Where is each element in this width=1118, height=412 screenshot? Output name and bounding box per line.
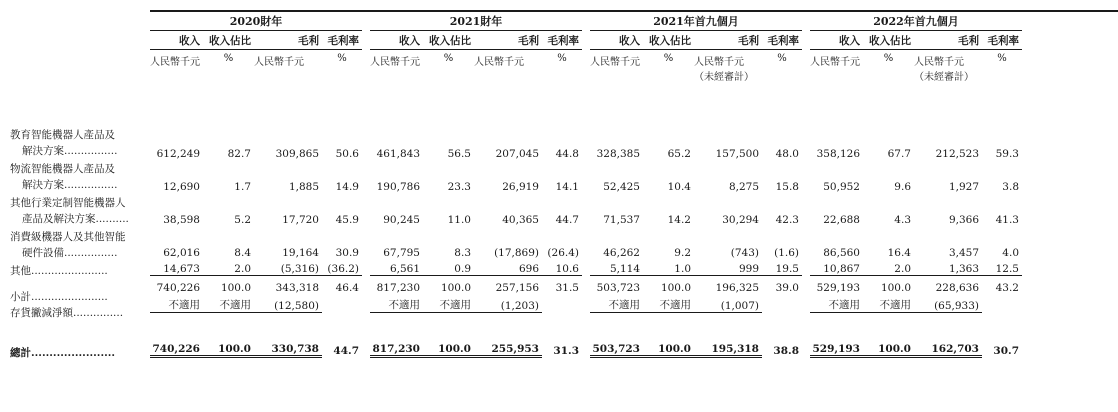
table-cell: 不適用 bbox=[370, 294, 423, 313]
col-header: 收入佔比 bbox=[429, 34, 471, 47]
table-cell: 100.0 bbox=[643, 335, 694, 357]
table-row bbox=[150, 259, 1118, 276]
table-cell: 8.3 bbox=[454, 247, 471, 259]
table-cell: 12,690 bbox=[163, 181, 200, 193]
table-cell: 14.1 bbox=[555, 181, 579, 193]
table-cell: (12,580) bbox=[254, 294, 322, 313]
table-cell: 不適用 bbox=[150, 294, 203, 313]
col-header: 毛利 bbox=[738, 34, 759, 47]
table-cell: 100.0 bbox=[863, 335, 914, 357]
table-row bbox=[150, 335, 1118, 357]
table-cell: 52,425 bbox=[603, 181, 640, 193]
unit-label: 人民幣千元 bbox=[150, 50, 203, 94]
unit-label: 人民幣千元 bbox=[810, 50, 863, 94]
table-cell: 196,325 bbox=[694, 276, 762, 295]
table-cell: 612,249 bbox=[156, 148, 200, 160]
table-cell: 90,245 bbox=[383, 214, 420, 226]
table-cell: (1,007) bbox=[694, 294, 762, 313]
table-cell: 257,156 bbox=[474, 276, 542, 295]
table-cell: 195,318 bbox=[694, 335, 762, 357]
col-header: 收入佔比 bbox=[649, 34, 691, 47]
table-cell: (5,316) bbox=[280, 263, 319, 275]
table-cell: 1,927 bbox=[948, 181, 979, 193]
table-cell: 9.2 bbox=[674, 247, 691, 259]
col-header: 毛利率 bbox=[987, 34, 1019, 47]
period-header-row bbox=[150, 11, 1118, 31]
col-header: 毛利率 bbox=[547, 34, 579, 47]
table-cell: 71,537 bbox=[603, 214, 640, 226]
table-cell: 16.4 bbox=[887, 247, 911, 259]
table-cell: 31.5 bbox=[542, 276, 582, 295]
row-label-custom-line2: 產品及解決方案.......... bbox=[22, 213, 129, 225]
table-cell: 44.7 bbox=[555, 214, 579, 226]
unit-label: % bbox=[203, 50, 254, 94]
table-cell: 9,366 bbox=[948, 214, 979, 226]
table-cell: 19.5 bbox=[775, 263, 799, 275]
table-cell: 3,457 bbox=[948, 247, 979, 259]
table-cell: 14.2 bbox=[667, 214, 691, 226]
table-cell: 11.0 bbox=[447, 214, 471, 226]
table-row bbox=[150, 176, 1118, 193]
table-cell: 50,952 bbox=[823, 181, 860, 193]
table-cell: 14.9 bbox=[335, 181, 359, 193]
table-cell: 2.0 bbox=[234, 263, 251, 275]
table-cell: (17,869) bbox=[494, 247, 539, 259]
table-cell: 不適用 bbox=[810, 294, 863, 313]
table-cell: 59.3 bbox=[995, 148, 1019, 160]
table-cell: 343,318 bbox=[254, 276, 322, 295]
table-cell: 19,164 bbox=[282, 247, 319, 259]
unit-label: % bbox=[423, 50, 474, 94]
unit-label: 人民幣千元 bbox=[474, 50, 542, 94]
col-header: 毛利 bbox=[958, 34, 979, 47]
table-cell: 0.9 bbox=[454, 263, 471, 275]
unit-label: 人民幣千元 （未經審計） bbox=[694, 50, 762, 94]
table-cell: 358,126 bbox=[816, 148, 860, 160]
table-cell: 56.5 bbox=[447, 148, 471, 160]
table-cell: 157,500 bbox=[715, 148, 759, 160]
table-cell bbox=[762, 294, 802, 313]
col-header: 收入 bbox=[399, 34, 420, 47]
table-cell: 26,919 bbox=[502, 181, 539, 193]
unit-label: 人民幣千元 bbox=[254, 50, 322, 94]
table-cell: 503,723 bbox=[590, 276, 643, 295]
row-label-logistics-line1: 物流智能機器人產品及 bbox=[10, 163, 115, 175]
unit-label: 人民幣千元 （未經審計） bbox=[914, 50, 982, 94]
table-cell: 1,363 bbox=[948, 263, 979, 275]
table-cell: 100.0 bbox=[863, 276, 914, 295]
table-cell: 38,598 bbox=[163, 214, 200, 226]
unit-label: 人民幣千元 bbox=[590, 50, 643, 94]
table-cell: 1.7 bbox=[234, 181, 251, 193]
table-cell: 30,294 bbox=[722, 214, 759, 226]
unit-label: % bbox=[643, 50, 694, 94]
table-cell: 12.5 bbox=[995, 263, 1019, 275]
table-row bbox=[150, 294, 1118, 313]
table-cell: 696 bbox=[518, 263, 539, 275]
revenue-gross-profit-table bbox=[150, 10, 1118, 358]
table-cell: 39.0 bbox=[762, 276, 802, 295]
table-row bbox=[150, 143, 1118, 160]
table-cell: 100.0 bbox=[423, 276, 474, 295]
col-header: 收入 bbox=[179, 34, 200, 47]
period-title: 2020財年 bbox=[150, 11, 362, 31]
unit-label: % bbox=[322, 50, 362, 94]
col-header: 毛利 bbox=[518, 34, 539, 47]
table-cell: (1.6) bbox=[774, 247, 799, 259]
table-cell: 15.8 bbox=[775, 181, 799, 193]
table-cell: 228,636 bbox=[914, 276, 982, 295]
table-cell: 不適用 bbox=[590, 294, 643, 313]
table-row bbox=[150, 209, 1118, 226]
period-title: 2021年首九個月 bbox=[590, 11, 802, 31]
table-cell: 503,723 bbox=[590, 335, 643, 357]
table-cell: 100.0 bbox=[423, 335, 474, 357]
column-header-row bbox=[150, 31, 1118, 50]
row-label-total: 總計....................... bbox=[10, 347, 116, 359]
table-cell: 330,738 bbox=[254, 335, 322, 357]
row-label-consumer-line1: 消費級機器人及其他智能 bbox=[10, 231, 126, 243]
table-cell: 328,385 bbox=[596, 148, 640, 160]
row-label-logistics-line2: 解決方案................ bbox=[22, 179, 118, 191]
table-cell: (26.4) bbox=[547, 247, 579, 259]
table-cell: 30.7 bbox=[993, 344, 1019, 357]
table-cell: 67.7 bbox=[887, 148, 911, 160]
table-cell: 22,688 bbox=[823, 214, 860, 226]
table-cell: (36.2) bbox=[327, 263, 359, 275]
table-cell: 2.0 bbox=[894, 263, 911, 275]
table-cell: 817,230 bbox=[370, 276, 423, 295]
table-cell: (65,933) bbox=[914, 294, 982, 313]
table-cell: 100.0 bbox=[203, 276, 254, 295]
table-cell: 86,560 bbox=[823, 247, 860, 259]
table-cell: 62,016 bbox=[163, 247, 200, 259]
table-cell: 5.2 bbox=[234, 214, 251, 226]
table-cell: 48.0 bbox=[775, 148, 799, 160]
table-cell: (1,203) bbox=[474, 294, 542, 313]
col-header: 收入 bbox=[619, 34, 640, 47]
table-cell: 43.2 bbox=[982, 276, 1022, 295]
period-title: 2022年首九個月 bbox=[810, 11, 1022, 31]
row-label-other: 其他....................... bbox=[10, 265, 108, 277]
table-cell: 10,867 bbox=[823, 263, 860, 275]
table-cell: 46,262 bbox=[603, 247, 640, 259]
table-cell: 5,114 bbox=[609, 263, 640, 275]
table-cell: 41.3 bbox=[995, 214, 1019, 226]
table-cell: 9.6 bbox=[894, 181, 911, 193]
table-cell: 42.3 bbox=[775, 214, 799, 226]
table-cell: 4.3 bbox=[894, 214, 911, 226]
table-cell: 不適用 bbox=[203, 294, 254, 313]
table-cell: 17,720 bbox=[282, 214, 319, 226]
table-cell: 309,865 bbox=[275, 148, 319, 160]
unit-label: % bbox=[542, 50, 582, 94]
col-header: 收入佔比 bbox=[869, 34, 911, 47]
table-cell bbox=[982, 294, 1022, 313]
unit-label: % bbox=[863, 50, 914, 94]
table-cell: 1,885 bbox=[288, 181, 319, 193]
table-cell: 14,673 bbox=[163, 263, 200, 275]
table-cell: 38.8 bbox=[773, 344, 799, 357]
table-cell bbox=[322, 294, 362, 313]
table-cell: 461,843 bbox=[376, 148, 420, 160]
table-cell bbox=[542, 294, 582, 313]
table-cell: 23.3 bbox=[447, 181, 471, 193]
row-label-subtotal: 小計....................... bbox=[10, 291, 108, 303]
col-header: 毛利 bbox=[298, 34, 319, 47]
table-cell: 3.8 bbox=[1002, 181, 1019, 193]
row-label-edu-line2: 解決方案................ bbox=[22, 145, 118, 157]
table-cell: 67,795 bbox=[383, 247, 420, 259]
table-cell: 不適用 bbox=[863, 294, 914, 313]
period-title: 2021財年 bbox=[370, 11, 582, 31]
unit-label: 人民幣千元 bbox=[370, 50, 423, 94]
table-cell: 82.7 bbox=[227, 148, 251, 160]
table-cell: 10.6 bbox=[555, 263, 579, 275]
table-cell: 207,045 bbox=[495, 148, 539, 160]
table-cell: 162,703 bbox=[914, 335, 982, 357]
table-cell: 30.9 bbox=[335, 247, 359, 259]
table-cell: 40,365 bbox=[502, 214, 539, 226]
table-cell: 999 bbox=[738, 263, 759, 275]
table-row bbox=[150, 242, 1118, 259]
table-cell: 31.3 bbox=[553, 344, 579, 357]
unit-label: % bbox=[982, 50, 1022, 94]
col-header: 毛利率 bbox=[327, 34, 359, 47]
table-cell: 529,193 bbox=[810, 335, 863, 357]
table-cell: 1.0 bbox=[674, 263, 691, 275]
table-cell: 100.0 bbox=[643, 276, 694, 295]
table-cell: 4.0 bbox=[1002, 247, 1019, 259]
row-label-edu-line1: 教育智能機器人產品及 bbox=[10, 129, 115, 141]
table-cell: 45.9 bbox=[335, 214, 359, 226]
table-cell: 65.2 bbox=[667, 148, 691, 160]
table-cell: 817,230 bbox=[370, 335, 423, 357]
row-label-custom-line1: 其他行業定制智能機器人 bbox=[10, 197, 126, 209]
col-header: 毛利率 bbox=[767, 34, 799, 47]
table-cell: 50.6 bbox=[335, 148, 359, 160]
table-cell: 不適用 bbox=[643, 294, 694, 313]
table-cell: 6,561 bbox=[389, 263, 420, 275]
product-rows bbox=[150, 127, 1118, 259]
table-cell: 740,226 bbox=[150, 276, 203, 295]
unit-row bbox=[150, 50, 1118, 94]
table-cell: 255,953 bbox=[474, 335, 542, 357]
table-cell: 8,275 bbox=[728, 181, 759, 193]
table-cell: 44.7 bbox=[333, 344, 359, 357]
table-cell: 46.4 bbox=[322, 276, 362, 295]
table-cell: 212,523 bbox=[935, 148, 979, 160]
col-header: 收入 bbox=[839, 34, 860, 47]
table-cell: 8.4 bbox=[234, 247, 251, 259]
row-label-impairment: 存貨撇減淨額............... bbox=[10, 307, 124, 319]
row-label-consumer-line2: 硬件設備................ bbox=[22, 247, 118, 259]
unit-label: % bbox=[762, 50, 802, 94]
table-cell: 529,193 bbox=[810, 276, 863, 295]
table-cell: 100.0 bbox=[203, 335, 254, 357]
table-cell: 10.4 bbox=[667, 181, 691, 193]
table-cell: 190,786 bbox=[376, 181, 420, 193]
table-cell: 不適用 bbox=[423, 294, 474, 313]
table-row bbox=[150, 276, 1118, 295]
col-header: 收入佔比 bbox=[209, 34, 251, 47]
table-cell: 44.8 bbox=[555, 148, 579, 160]
table-cell: (743) bbox=[730, 247, 759, 259]
table-cell: 740,226 bbox=[150, 335, 203, 357]
